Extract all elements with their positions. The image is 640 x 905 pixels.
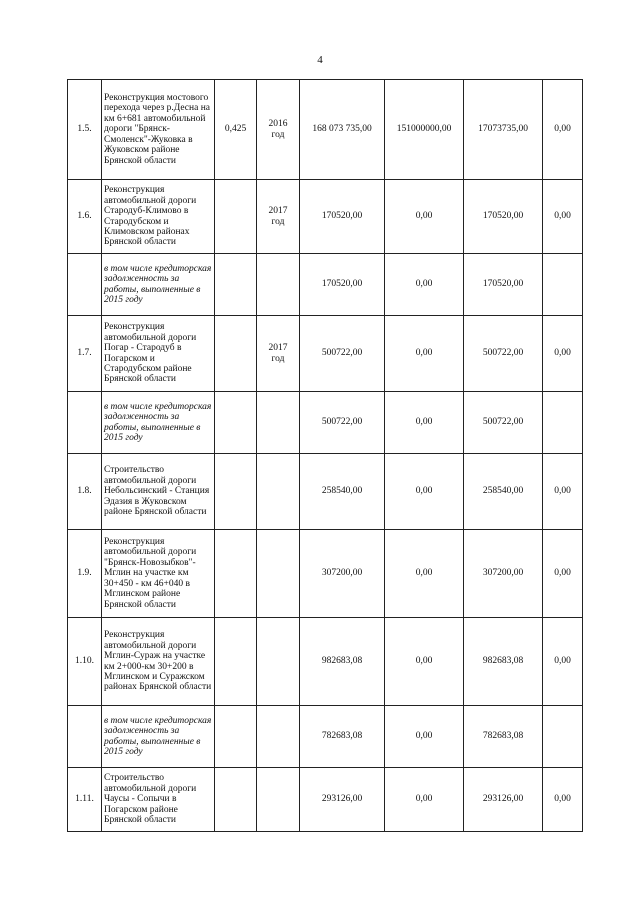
row-number: 1.6. [68, 180, 102, 254]
row-number: 1.8. [68, 454, 102, 530]
regional-amount: 307200,00 [464, 530, 543, 618]
object-name: Реконструкция мостового перехода через р.Десна на км 6+681 автомобильной дороги "Брянск-Смоленск"-Жуковка в Жуковском районе Брянской области [102, 80, 215, 180]
other-amount: 0,00 [543, 180, 583, 254]
year-cell [257, 254, 300, 316]
total-amount: 170520,00 [300, 180, 385, 254]
row-number [68, 706, 102, 768]
federal-amount: 0,00 [385, 392, 464, 454]
other-amount [543, 392, 583, 454]
object-name: в том числе кредиторская задолженность за работы, выполненные в 2015 году [102, 254, 215, 316]
year-cell [257, 768, 300, 832]
row-number [68, 392, 102, 454]
other-amount: 0,00 [543, 316, 583, 392]
year-value: 2017 [268, 343, 288, 354]
other-amount: 0,00 [543, 618, 583, 706]
other-amount: 0,00 [543, 530, 583, 618]
row-number: 1.7. [68, 316, 102, 392]
year-unit: год [271, 216, 285, 227]
total-amount: 307200,00 [300, 530, 385, 618]
length-value [215, 392, 257, 454]
row-number [68, 254, 102, 316]
total-amount: 293126,00 [300, 768, 385, 832]
other-amount: 0,00 [543, 768, 583, 832]
table-row [68, 80, 583, 180]
object-name: Строительство автомобильной дороги Небольсинский - Станция Эдазия в Жуковском районе Брянской области [102, 454, 215, 530]
regional-amount: 258540,00 [464, 454, 543, 530]
federal-amount: 0,00 [385, 454, 464, 530]
regional-amount: 293126,00 [464, 768, 543, 832]
table-row-subtotal [68, 706, 583, 768]
total-amount: 168 073 735,00 [300, 80, 385, 180]
year-cell [257, 180, 300, 254]
year-cell [257, 618, 300, 706]
year-cell [257, 392, 300, 454]
total-amount: 982683,08 [300, 618, 385, 706]
total-amount: 782683,08 [300, 706, 385, 768]
row-number: 1.10. [68, 618, 102, 706]
year-cell [257, 454, 300, 530]
federal-amount: 0,00 [385, 180, 464, 254]
object-name: Реконструкция автомобильной дороги Погар - Стародуб в Погарском и Стародубском районе Брянской области [102, 316, 215, 392]
federal-amount: 0,00 [385, 530, 464, 618]
other-amount [543, 254, 583, 316]
table-row-subtotal [68, 392, 583, 454]
length-value [215, 454, 257, 530]
regional-amount: 982683,08 [464, 618, 543, 706]
total-amount: 500722,00 [300, 316, 385, 392]
other-amount: 0,00 [543, 80, 583, 180]
year-value: 2017 [268, 206, 288, 217]
page-number: 4 [317, 54, 323, 66]
regional-amount: 17073735,00 [464, 80, 543, 180]
object-name: Строительство автомобильной дороги Чаусы - Сопычи в Погарском районе Брянской области [102, 768, 215, 832]
object-name: Реконструкция автомобильной дороги Стародуб-Климово в Стародубском и Климовском районах Брянской области [102, 180, 215, 254]
year-cell [257, 706, 300, 768]
length-value [215, 768, 257, 832]
table-row [68, 768, 583, 832]
table-row [68, 180, 583, 254]
row-number: 1.11. [68, 768, 102, 832]
table-row [68, 530, 583, 618]
year-cell [257, 316, 300, 392]
federal-amount: 0,00 [385, 618, 464, 706]
row-number: 1.9. [68, 530, 102, 618]
length-value [215, 254, 257, 316]
regional-amount: 500722,00 [464, 392, 543, 454]
length-value [215, 316, 257, 392]
year-value: 2016 [268, 119, 288, 130]
length-value [215, 530, 257, 618]
regional-amount: 170520,00 [464, 254, 543, 316]
object-name: в том числе кредиторская задолженность за работы, выполненные в 2015 году [102, 392, 215, 454]
federal-amount: 0,00 [385, 768, 464, 832]
works-table [67, 79, 583, 832]
year-unit: год [271, 353, 285, 364]
object-name: Реконструкция автомобильной дороги Мглин-Сураж на участке км 2+000-км 30+200 в Мглинском и Суражском районах Брянской области [102, 618, 215, 706]
object-name: в том числе кредиторская задолженность за работы, выполненные в 2015 году [102, 706, 215, 768]
length-value [215, 618, 257, 706]
federal-amount: 151000000,00 [385, 80, 464, 180]
regional-amount: 500722,00 [464, 316, 543, 392]
length-value [215, 180, 257, 254]
length-value: 0,425 [215, 80, 257, 180]
year-cell [257, 530, 300, 618]
table-row [68, 454, 583, 530]
total-amount: 258540,00 [300, 454, 385, 530]
other-amount: 0,00 [543, 454, 583, 530]
regional-amount: 170520,00 [464, 180, 543, 254]
regional-amount: 782683,08 [464, 706, 543, 768]
total-amount: 170520,00 [300, 254, 385, 316]
federal-amount: 0,00 [385, 706, 464, 768]
other-amount [543, 706, 583, 768]
year-cell [257, 80, 300, 180]
table-row [68, 316, 583, 392]
year-unit: год [271, 129, 285, 140]
total-amount: 500722,00 [300, 392, 385, 454]
table-row [68, 618, 583, 706]
federal-amount: 0,00 [385, 254, 464, 316]
object-name: Реконструкция автомобильной дороги "Брянск-Новозыбков"-Мглин на участке км 30+450 - км 46+040 в Мглинском районе Брянской области [102, 530, 215, 618]
federal-amount: 0,00 [385, 316, 464, 392]
length-value [215, 706, 257, 768]
row-number: 1.5. [68, 80, 102, 180]
table-row-subtotal [68, 254, 583, 316]
